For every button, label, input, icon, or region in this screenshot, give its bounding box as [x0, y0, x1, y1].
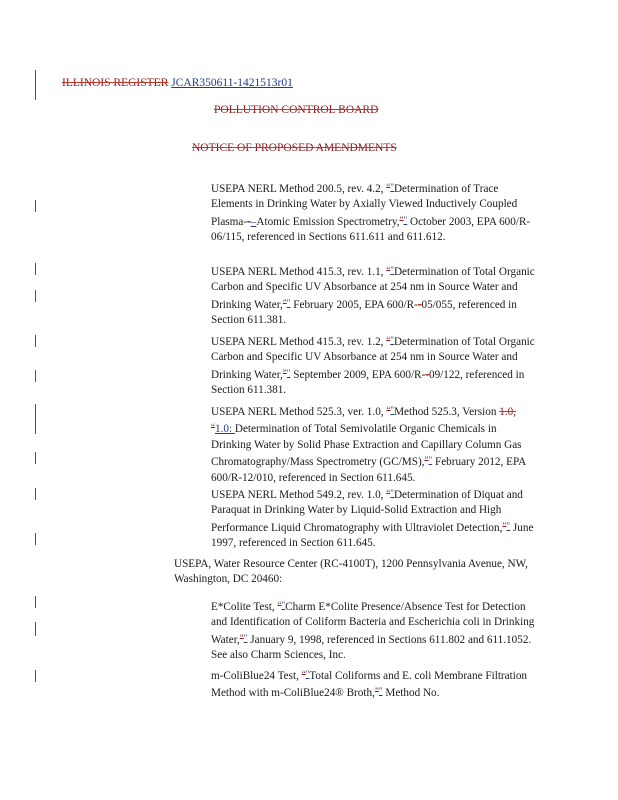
inserted-quote: " — [305, 669, 310, 679]
paragraph-text: Determination of Total Organic Carbon and Specific UV Absorbance at 254 nm in Source Water and Drinking Water, — [211, 336, 535, 381]
deleted-quote: ” — [399, 214, 404, 225]
paragraph-text: June 1997, referenced in Section 611.645. — [211, 521, 534, 550]
reference-paragraph — [211, 403, 538, 486]
paragraph-text: 09/122, referenced in Section 611.381. — [211, 368, 525, 397]
paragraph-text: USEPA NERL Method 200.5, rev. 4.2, — [211, 183, 387, 195]
change-bar — [35, 335, 36, 347]
change-bar — [35, 533, 36, 545]
paragraph-text: January 9, 1998, referenced in Sections 611.802 and 611.1052. See also Charm Sciences, Inc. — [211, 633, 532, 662]
inserted-quote: " — [281, 600, 286, 610]
change-bar — [35, 670, 36, 682]
change-bar — [35, 404, 36, 434]
paragraph-text: Total Coliforms and E. coli Membrane Filtration Method with m-ColiBlue24® Broth, — [211, 670, 528, 700]
deleted-quote: “ — [211, 422, 215, 433]
inserted-quote: " — [390, 265, 394, 275]
deleted-quote: “ — [386, 335, 391, 345]
change-bar — [35, 200, 36, 212]
paragraph-text: February 2012, EPA 600/R-12/010, referenced in Section 611.645. — [211, 456, 526, 484]
address-paragraph — [174, 557, 538, 588]
inserted-quote: " — [378, 686, 383, 697]
reference-paragraph — [211, 263, 538, 329]
paragraph-text: Determination of Trace Elements in Drinking Water by Axially Viewed Inductively Coupled Plasma- — [211, 183, 518, 228]
inserted-version: 1.0: — [215, 423, 235, 436]
deleted-quote: “ — [386, 182, 391, 192]
reference-paragraph — [211, 180, 538, 246]
register-deleted-text: ILLINOIS REGISTER — [62, 77, 169, 89]
paragraph-text: October 2003, EPA 600/R-06/115, referenced in Sections 611.611 and 611.612. — [211, 215, 531, 244]
inserted-quote: " — [390, 488, 394, 498]
deleted-dash: - — [417, 298, 422, 311]
inserted-quote: " — [390, 182, 394, 192]
register-header — [62, 77, 293, 89]
inserted-dash: – — [250, 215, 257, 228]
notice-title: NOTICE OF PROPOSED AMENDMENTS — [192, 142, 397, 154]
deleted-version: 1.0, — [499, 406, 516, 418]
deleted-quote: “ — [386, 488, 391, 498]
paragraph-text: USEPA NERL Method 525.3, ver. 1.0, — [211, 406, 387, 418]
change-bar — [35, 622, 36, 636]
inserted-quote: " — [286, 367, 291, 378]
paragraph-text: Method No. — [382, 687, 440, 700]
change-bar — [35, 290, 36, 302]
deleted-quote: ” — [282, 297, 287, 308]
inserted-quote: " — [390, 335, 394, 345]
paragraph-text: E*Colite Test, — [211, 601, 278, 613]
deleted-quote: “ — [386, 405, 391, 415]
paragraph-text: USEPA, Water Resource Center (RC-4100T), 1200 Pennsylvania Avenue, NW, Washington, DC 20460: — [174, 558, 528, 586]
deleted-quote: “ — [386, 265, 391, 275]
paragraph-text: Determination of Diquat and Paraquat in Drinking Water by Liquid-Solid Extraction and High Performance Liquid Chromatography with Ultraviolet Detection, — [211, 489, 523, 534]
inserted-quote: " — [243, 632, 248, 643]
reference-paragraph — [211, 333, 538, 399]
paragraph-text: USEPA NERL Method 415.3, rev. 1.1, — [211, 266, 387, 278]
reference-paragraph — [211, 486, 538, 552]
reference-paragraph — [211, 598, 538, 664]
deleted-quote: ” — [239, 632, 244, 643]
paragraph-text: Charm E*Colite Presence/Absence Test for Detection and Identification of Coliform Bacteria and Escherichia coli in Drinking Water, — [211, 601, 535, 646]
deleted-dash: - — [425, 368, 429, 381]
deleted-quote: “ — [277, 600, 282, 610]
deleted-quote: ” — [502, 520, 507, 531]
paragraph-text: Method 525.3, Version — [394, 406, 500, 418]
reference-paragraph — [211, 667, 538, 702]
change-bar — [35, 263, 36, 275]
deleted-quote: ” — [374, 686, 379, 697]
deleted-quote: “ — [301, 669, 306, 679]
paragraph-text: 05/055, referenced in Section 611.381. — [211, 298, 517, 327]
inserted-quote: " — [390, 405, 395, 415]
change-bar — [35, 596, 36, 608]
deleted-quote: ” — [282, 367, 287, 378]
change-bar — [35, 70, 36, 100]
paragraph-text: USEPA NERL Method 549.2, rev. 1.0, — [211, 489, 387, 501]
paragraph-text: m-ColiBlue24 Test, — [211, 670, 302, 682]
deleted-dash: - — [247, 215, 251, 228]
change-bar — [35, 370, 36, 382]
paragraph-text: September 2009, EPA 600/R- — [290, 368, 426, 381]
inserted-quote: " — [403, 214, 408, 225]
deleted-quote: ” — [424, 455, 429, 466]
board-title: POLLUTION CONTROL BOARD — [214, 104, 379, 116]
inserted-quote: " — [428, 455, 433, 466]
change-bar — [35, 452, 36, 464]
register-inserted-text: JCAR350611-1421513r01 — [171, 77, 293, 89]
paragraph-text: Determination of Total Organic Carbon and Specific UV Absorbance at 254 nm in Source Water and Drinking Water, — [211, 266, 535, 311]
change-bar — [35, 488, 36, 500]
inserted-quote: " — [506, 520, 511, 531]
paragraph-text: February 2005, EPA 600/R- — [290, 298, 418, 311]
paragraph-text: USEPA NERL Method 415.3, rev. 1.2, — [211, 336, 387, 348]
paragraph-text: Determination of Total Semivolatile Organic Chemicals in Drinking Water by Solid Phase Extraction and Capillary Column Gas Chromatography/Mass Spectrometry (GC/MS), — [211, 423, 522, 469]
inserted-quote: " — [286, 297, 291, 308]
paragraph-text: Atomic Emission Spectrometry, — [256, 215, 400, 228]
